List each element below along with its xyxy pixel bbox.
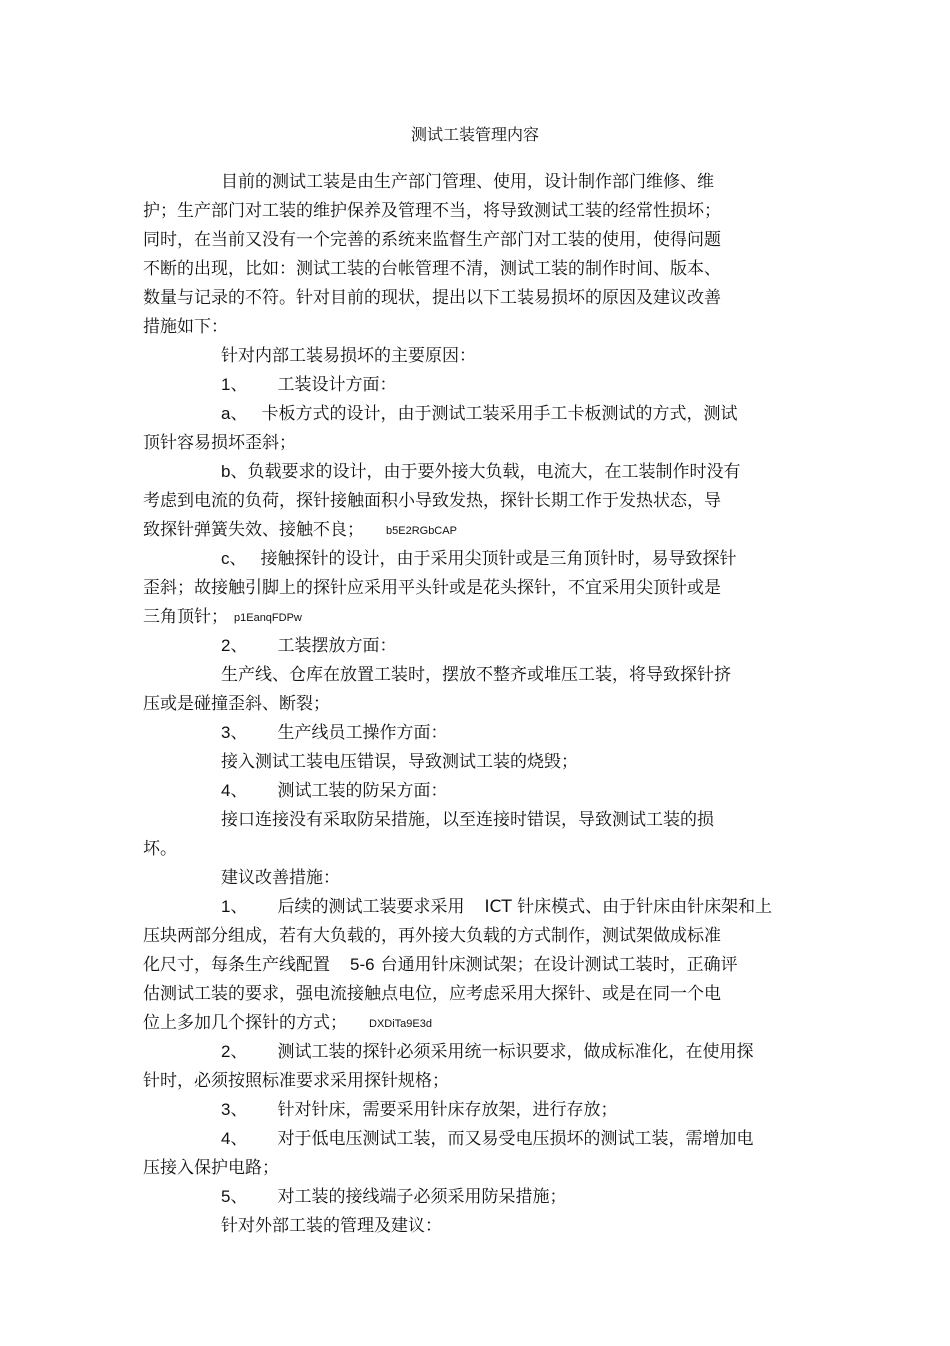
paragraph-line [143, 1012, 432, 1035]
list-item [221, 461, 740, 483]
item-text: 生产线员工操作方面： [277, 723, 448, 743]
item-number: 2、 [221, 636, 248, 655]
list-item [221, 548, 737, 570]
item-number: b、 [221, 462, 248, 481]
paragraph-line: 压块两部分组成，若有大负载的，再外接大负载的方式制作，测试架做成标准 [143, 926, 721, 946]
item-text: 测试工装的防呆方面： [277, 781, 448, 801]
item-text: 负载要求的设计，由于要外接大负载，电流大，在工装制作时没有 [247, 462, 741, 482]
item-number: 1、 [221, 375, 248, 394]
paragraph-line [143, 954, 738, 976]
paragraph-line: 顶针容易损坏歪斜； [143, 433, 296, 453]
watermark-code: DXDiTa9E3d [369, 1018, 432, 1030]
item-number: 3、 [221, 723, 248, 742]
item-number: c、 [221, 549, 247, 568]
item-number: 1、 [221, 897, 248, 916]
paragraph-line: 考虑到电流的负荷，探针接触面积小导致发热，探针长期工作于发热状态，导 [143, 491, 721, 511]
item-text: 后续的测试工装要求采用 [277, 897, 465, 917]
paragraph-line: 数量与记录的不符。针对目前的现状，提出以下工装易损坏的原因及建议改善 [143, 288, 721, 308]
list-item [221, 722, 447, 744]
line-text: 三角顶针； [143, 607, 228, 627]
list-item [221, 780, 447, 802]
list-item [221, 1128, 753, 1150]
line-text-continued: 台通用针床测试架；在设计测试工装时，正确评 [380, 955, 738, 975]
list-item [221, 1186, 566, 1208]
item-text: 工装摆放方面： [277, 636, 397, 656]
item-text: 卡板方式的设计，由于测试工装采用手工卡板测试的方式，测试 [261, 404, 738, 424]
paragraph-line: 不断的出现，比如：测试工装的台帐管理不清，测试工装的制作时间、版本、 [143, 259, 721, 279]
item-number: 2、 [221, 1042, 248, 1061]
paragraph-line: 同时，在当前又没有一个完善的系统来监督生产部门对工装的使用，使得问题 [143, 230, 721, 250]
item-number: 4、 [221, 1129, 248, 1148]
paragraph-line: 压或是碰撞歪斜、断裂； [143, 694, 330, 714]
paragraph-line [143, 606, 302, 629]
paragraph-line: 坏。 [143, 839, 177, 859]
paragraph-line: 压接入保护电路； [143, 1158, 279, 1178]
paragraph-line: 护；生产部门对工装的维护保养及管理不当，将导致测试工装的经常性损坏； [143, 201, 721, 221]
paragraph-line: 接入测试工装电压错误，导致测试工装的烧毁； [221, 752, 578, 772]
section-heading: 针对外部工装的管理及建议： [221, 1216, 442, 1236]
page-title: 测试工装管理内容 [410, 125, 539, 144]
section-heading: 针对内部工装易损坏的主要原因： [221, 346, 476, 366]
line-text: 致探针弹簧失效、接触不良； [143, 520, 364, 540]
item-text: 接触探针的设计，由于采用尖顶针或是三角顶针时，易导致探针 [260, 549, 737, 569]
item-number: a、 [221, 404, 248, 423]
item-text: 对于低电压测试工装，而又易受电压损坏的测试工装，需增加电 [277, 1129, 754, 1149]
paragraph-line [143, 519, 457, 542]
item-text: 工装设计方面： [277, 375, 397, 395]
paragraph-line: 目前的测试工装是由生产部门管理、使用，设计制作部门维修、维 [221, 172, 714, 192]
paragraph-line: 接口连接没有采取防呆措施，以至连接时错误，导致测试工装的损 [221, 810, 714, 830]
list-item [221, 1099, 617, 1121]
item-number: 3、 [221, 1100, 248, 1119]
list-item [221, 896, 772, 918]
item-number: 4、 [221, 781, 248, 800]
paragraph-line: 估测试工装的要求，强电流接触点电位，应考虑采用大探针、或是在同一个电 [143, 984, 721, 1004]
paragraph-line: 措施如下： [143, 317, 228, 337]
watermark-code: b5E2RGbCAP [386, 525, 457, 537]
item-text: 针对针床，需要采用针床存放架，进行存放； [277, 1100, 618, 1120]
item-text: 测试工装的探针必须采用统一标识要求，做成标准化，在使用探 [277, 1042, 754, 1062]
line-number: 5-6 [350, 955, 375, 974]
section-heading: 建议改善措施： [221, 868, 340, 888]
list-item [221, 635, 396, 657]
item-number: 5、 [221, 1187, 248, 1206]
list-item [221, 403, 737, 425]
paragraph-line: 生产线、仓库在放置工装时，摆放不整齐或堆压工装，将导致探针挤 [221, 665, 731, 685]
paragraph-line: 歪斜；故接触引脚上的探针应采用平头针或是花头探针，不宜采用尖顶针或是 [143, 578, 721, 598]
line-text: 位上多加几个探针的方式； [143, 1013, 347, 1033]
watermark-code: p1EanqFDPw [234, 612, 302, 624]
paragraph-line: 针时，必须按照标准要求采用探针规格； [143, 1071, 449, 1091]
list-item [221, 374, 396, 396]
line-text: 化尺寸，每条生产线配置 [143, 955, 330, 975]
item-text-continued: ICT 针床模式、由于针床由针床架和上 [484, 897, 773, 917]
item-text: 对工装的接线端子必须采用防呆措施； [277, 1187, 567, 1207]
list-item [221, 1041, 753, 1063]
